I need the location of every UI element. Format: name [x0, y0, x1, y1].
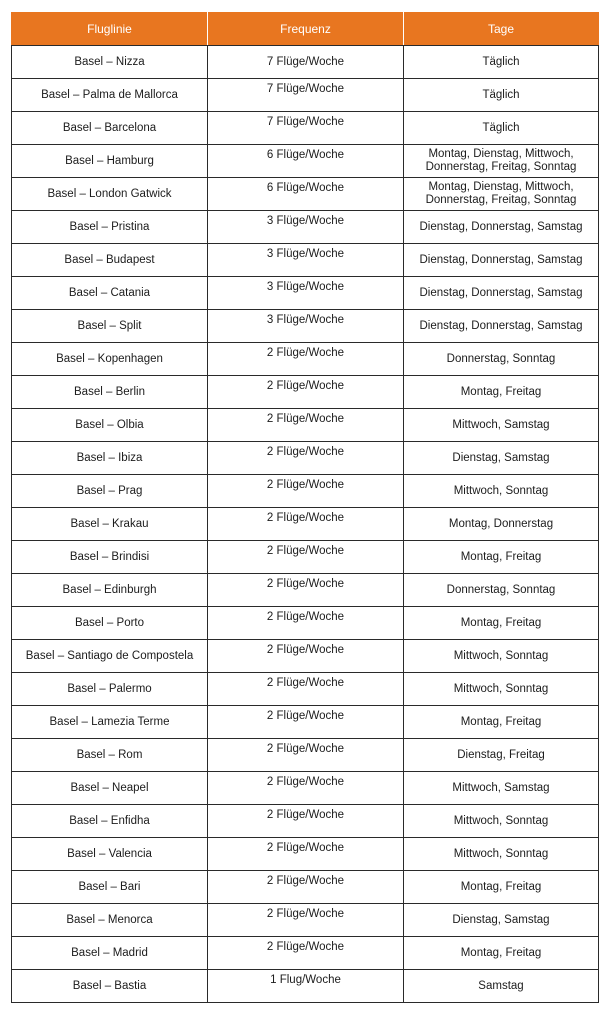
table-row	[12, 640, 599, 673]
route-cell: Basel – Olbia	[12, 409, 208, 442]
days-cell: Mittwoch, Samstag	[404, 409, 599, 442]
table-row	[12, 541, 599, 574]
table-row	[12, 838, 599, 871]
table-row	[12, 310, 599, 343]
table-row	[12, 970, 599, 1003]
route-cell: Basel – Palermo	[12, 673, 208, 706]
route-cell: Basel – Bari	[12, 871, 208, 904]
days-cell: Dienstag, Freitag	[404, 739, 599, 772]
days-cell: Dienstag, Donnerstag, Samstag	[404, 244, 599, 277]
table-row	[12, 343, 599, 376]
days-cell: Dienstag, Samstag	[404, 442, 599, 475]
frequency-cell: 2 Flüge/Woche	[208, 937, 404, 970]
table-row	[12, 673, 599, 706]
days-cell: Donnerstag, Sonntag	[404, 343, 599, 376]
table-row	[12, 211, 599, 244]
table-row	[12, 508, 599, 541]
table-row	[12, 937, 599, 970]
table-row	[12, 772, 599, 805]
frequency-cell: 2 Flüge/Woche	[208, 541, 404, 574]
days-cell: Mittwoch, Sonntag	[404, 805, 599, 838]
days-cell: Montag, Freitag	[404, 376, 599, 409]
days-cell: Donnerstag, Sonntag	[404, 574, 599, 607]
days-cell: Mittwoch, Samstag	[404, 772, 599, 805]
route-cell: Basel – Rom	[12, 739, 208, 772]
column-header-frequency: Frequenz	[208, 13, 404, 46]
route-cell: Basel – Split	[12, 310, 208, 343]
frequency-cell: 2 Flüge/Woche	[208, 838, 404, 871]
flight-schedule-table	[11, 12, 599, 1003]
route-cell: Basel – Pristina	[12, 211, 208, 244]
column-header-route: Fluglinie	[12, 13, 208, 46]
frequency-cell: 3 Flüge/Woche	[208, 244, 404, 277]
route-cell: Basel – Santiago de Compostela	[12, 640, 208, 673]
frequency-cell: 1 Flug/Woche	[208, 970, 404, 1003]
route-cell: Basel – Barcelona	[12, 112, 208, 145]
days-cell: Montag, Freitag	[404, 607, 599, 640]
frequency-cell: 2 Flüge/Woche	[208, 409, 404, 442]
days-cell: Montag, Dienstag, Mittwoch, Donnerstag, Freitag, Sonntag	[404, 145, 599, 178]
frequency-cell: 2 Flüge/Woche	[208, 772, 404, 805]
column-header-days: Tage	[404, 13, 599, 46]
table-row	[12, 46, 599, 79]
table-row	[12, 376, 599, 409]
table-row	[12, 607, 599, 640]
frequency-cell: 2 Flüge/Woche	[208, 706, 404, 739]
frequency-cell: 2 Flüge/Woche	[208, 343, 404, 376]
frequency-cell: 2 Flüge/Woche	[208, 607, 404, 640]
route-cell: Basel – Menorca	[12, 904, 208, 937]
route-cell: Basel – Madrid	[12, 937, 208, 970]
days-cell: Mittwoch, Sonntag	[404, 475, 599, 508]
days-cell: Täglich	[404, 46, 599, 79]
table-row	[12, 244, 599, 277]
route-cell: Basel – Brindisi	[12, 541, 208, 574]
days-cell: Mittwoch, Sonntag	[404, 640, 599, 673]
route-cell: Basel – Palma de Mallorca	[12, 79, 208, 112]
frequency-cell: 3 Flüge/Woche	[208, 310, 404, 343]
days-cell: Mittwoch, Sonntag	[404, 673, 599, 706]
days-cell: Montag, Donnerstag	[404, 508, 599, 541]
table-row	[12, 805, 599, 838]
table-row	[12, 442, 599, 475]
frequency-cell: 7 Flüge/Woche	[208, 79, 404, 112]
days-cell: Dienstag, Samstag	[404, 904, 599, 937]
route-cell: Basel – Nizza	[12, 46, 208, 79]
frequency-cell: 2 Flüge/Woche	[208, 574, 404, 607]
table-row	[12, 112, 599, 145]
frequency-cell: 2 Flüge/Woche	[208, 640, 404, 673]
table-row	[12, 409, 599, 442]
days-cell: Montag, Dienstag, Mittwoch, Donnerstag, Freitag, Sonntag	[404, 178, 599, 211]
days-cell: Montag, Freitag	[404, 541, 599, 574]
frequency-cell: 2 Flüge/Woche	[208, 442, 404, 475]
table-row	[12, 277, 599, 310]
table-row	[12, 145, 599, 178]
route-cell: Basel – Porto	[12, 607, 208, 640]
route-cell: Basel – Enfidha	[12, 805, 208, 838]
route-cell: Basel – Prag	[12, 475, 208, 508]
route-cell: Basel – Hamburg	[12, 145, 208, 178]
route-cell: Basel – Lamezia Terme	[12, 706, 208, 739]
frequency-cell: 2 Flüge/Woche	[208, 805, 404, 838]
route-cell: Basel – Kopenhagen	[12, 343, 208, 376]
frequency-cell: 2 Flüge/Woche	[208, 376, 404, 409]
table-row	[12, 871, 599, 904]
days-cell: Montag, Freitag	[404, 871, 599, 904]
frequency-cell: 6 Flüge/Woche	[208, 145, 404, 178]
table-row	[12, 706, 599, 739]
days-cell: Mittwoch, Sonntag	[404, 838, 599, 871]
route-cell: Basel – Edinburgh	[12, 574, 208, 607]
days-cell: Täglich	[404, 112, 599, 145]
days-cell: Täglich	[404, 79, 599, 112]
route-cell: Basel – Berlin	[12, 376, 208, 409]
frequency-cell: 7 Flüge/Woche	[208, 46, 404, 79]
frequency-cell: 3 Flüge/Woche	[208, 211, 404, 244]
table-row	[12, 739, 599, 772]
route-cell: Basel – Valencia	[12, 838, 208, 871]
frequency-cell: 2 Flüge/Woche	[208, 871, 404, 904]
frequency-cell: 2 Flüge/Woche	[208, 508, 404, 541]
days-cell: Dienstag, Donnerstag, Samstag	[404, 211, 599, 244]
frequency-cell: 2 Flüge/Woche	[208, 673, 404, 706]
days-cell: Montag, Freitag	[404, 706, 599, 739]
days-cell: Dienstag, Donnerstag, Samstag	[404, 310, 599, 343]
route-cell: Basel – London Gatwick	[12, 178, 208, 211]
route-cell: Basel – Catania	[12, 277, 208, 310]
frequency-cell: 2 Flüge/Woche	[208, 739, 404, 772]
table-row	[12, 178, 599, 211]
frequency-cell: 2 Flüge/Woche	[208, 904, 404, 937]
days-cell: Dienstag, Donnerstag, Samstag	[404, 277, 599, 310]
days-cell: Montag, Freitag	[404, 937, 599, 970]
frequency-cell: 3 Flüge/Woche	[208, 277, 404, 310]
frequency-cell: 7 Flüge/Woche	[208, 112, 404, 145]
frequency-cell: 2 Flüge/Woche	[208, 475, 404, 508]
route-cell: Basel – Bastia	[12, 970, 208, 1003]
route-cell: Basel – Neapel	[12, 772, 208, 805]
route-cell: Basel – Ibiza	[12, 442, 208, 475]
days-cell: Samstag	[404, 970, 599, 1003]
route-cell: Basel – Budapest	[12, 244, 208, 277]
table-header-row	[12, 13, 599, 46]
table-row	[12, 475, 599, 508]
table-row	[12, 904, 599, 937]
table-body	[12, 46, 599, 1003]
route-cell: Basel – Krakau	[12, 508, 208, 541]
table-row	[12, 574, 599, 607]
table-row	[12, 79, 599, 112]
frequency-cell: 6 Flüge/Woche	[208, 178, 404, 211]
